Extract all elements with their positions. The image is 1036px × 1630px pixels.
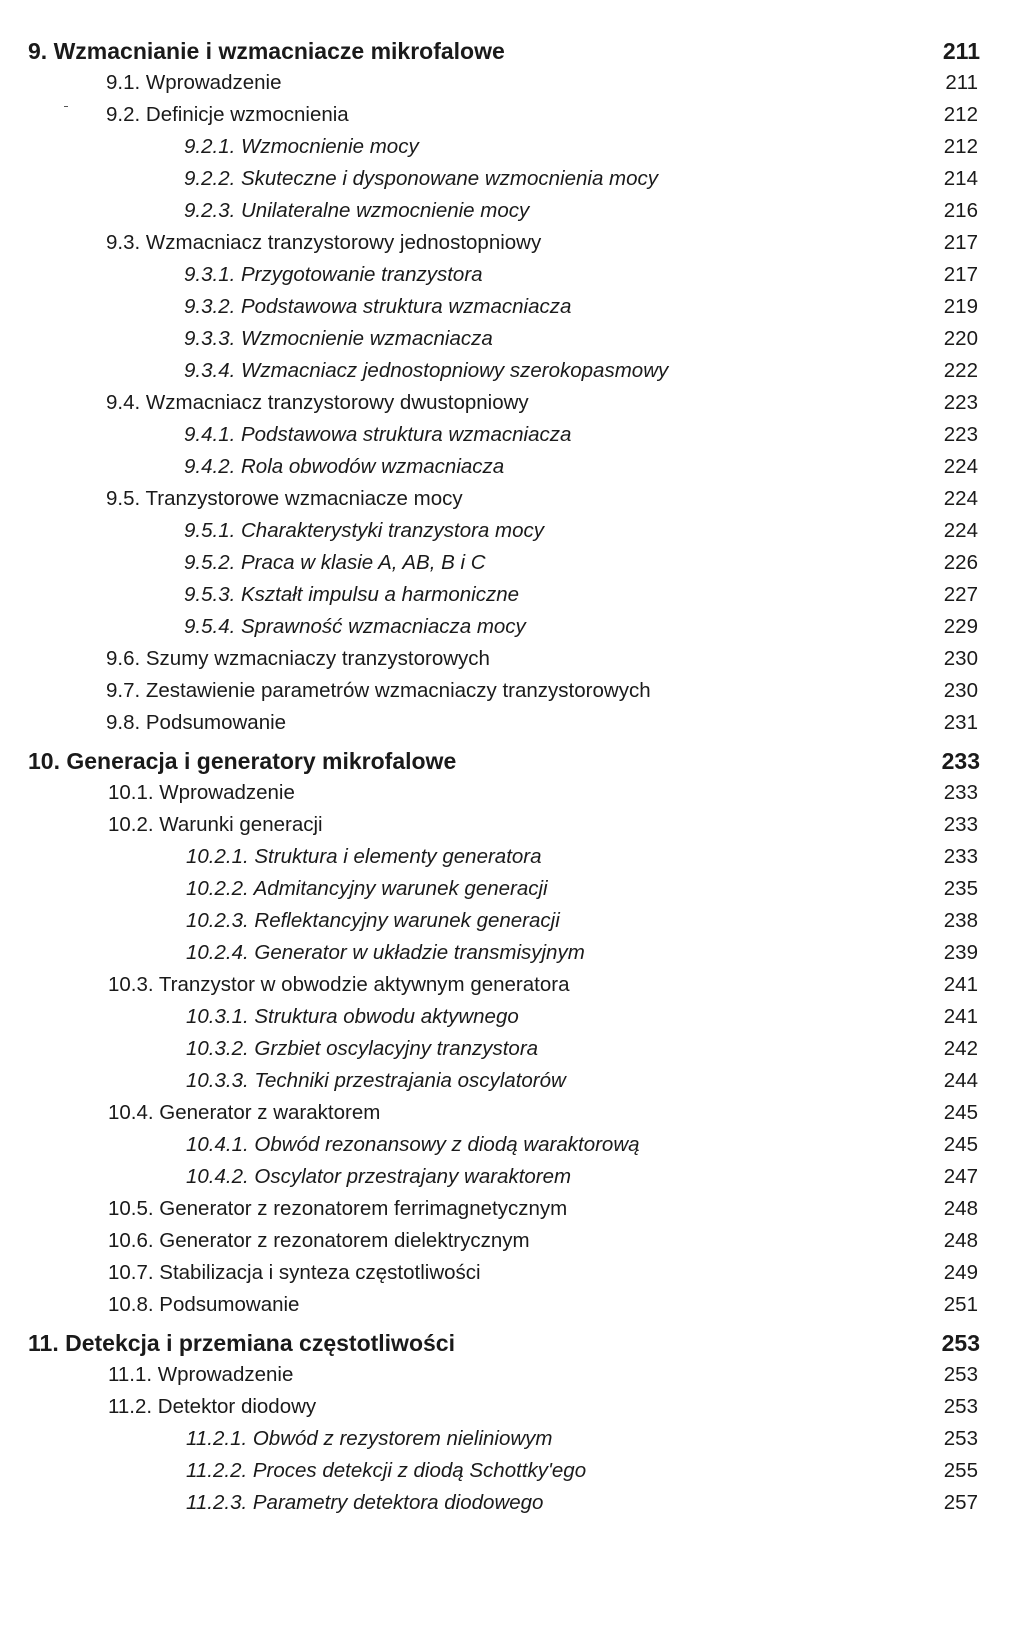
toc-entry-title: 11. Detekcja i przemiana częstotliwości <box>28 1329 455 1356</box>
toc-section-entry <box>0 675 1036 707</box>
toc-entry-title: 9.4. Wzmacniacz tranzystorowy dwustopniowy <box>106 391 529 414</box>
toc-page-number: 211 <box>945 71 978 94</box>
toc-subsection-entry <box>0 355 1036 387</box>
toc-subsection-entry <box>0 195 1036 227</box>
toc-page-number: 227 <box>943 583 978 606</box>
toc-page-number: 245 <box>943 1133 978 1156</box>
toc-page-number: 212 <box>943 135 978 158</box>
toc-section-entry <box>0 1225 1036 1257</box>
toc-entry-title: 9.5.1. Charakterystyki tranzystora mocy <box>184 519 545 542</box>
toc-subsection-entry <box>0 611 1036 643</box>
toc-entry-title: 9.3.4. Wzmacniacz jednostopniowy szerokopasmowy <box>184 359 669 382</box>
toc-page-number: 255 <box>943 1459 978 1482</box>
toc-page-number: 222 <box>943 359 978 382</box>
toc-chapter-entry <box>0 1325 1036 1361</box>
toc-entry-title: 9.7. Zestawienie parametrów wzmacniaczy tranzystorowych <box>106 679 651 702</box>
toc-entry-title: 10.3.3. Techniki przestrajania oscylatorów <box>186 1069 566 1092</box>
toc-entry-title: 10.3. Tranzystor w obwodzie aktywnym generatora <box>108 973 570 996</box>
toc-section-entry <box>0 67 1036 99</box>
toc-page-number: 224 <box>943 519 978 542</box>
toc-subsection-entry <box>0 579 1036 611</box>
toc-entry-title: 10.7. Stabilizacja i synteza częstotliwości <box>108 1261 481 1284</box>
toc-section-entry <box>0 1391 1036 1423</box>
toc-section-entry <box>0 707 1036 739</box>
toc-page-number: 245 <box>943 1101 978 1124</box>
toc-subsection-entry <box>0 841 1036 873</box>
toc-entry-title: 10.3.1. Struktura obwodu aktywnego <box>186 1005 519 1028</box>
toc-page-number: 233 <box>943 845 978 868</box>
toc-page-number: 241 <box>943 1005 978 1028</box>
toc-subsection-entry <box>0 163 1036 195</box>
toc-page-number: 251 <box>943 1293 978 1316</box>
toc-page-number: 229 <box>943 615 978 638</box>
toc-page-number: 242 <box>943 1037 978 1060</box>
toc-page-number: 214 <box>943 167 978 190</box>
toc-page-number: 223 <box>943 423 978 446</box>
toc-section-entry <box>0 969 1036 1001</box>
toc-entry-title: 9.8. Podsumowanie <box>106 711 287 734</box>
toc-subsection-entry <box>0 291 1036 323</box>
toc-entry-title: 9.2.2. Skuteczne i dysponowane wzmocnienia mocy <box>184 167 659 190</box>
toc-subsection-entry <box>0 1033 1036 1065</box>
toc-section-entry <box>0 387 1036 419</box>
toc-page-number: 211 <box>942 37 980 64</box>
toc-entry-title: 9.3.1. Przygotowanie tranzystora <box>184 263 483 286</box>
toc-page-number: 223 <box>943 391 978 414</box>
toc-page-number: 226 <box>943 551 978 574</box>
toc-subsection-entry <box>0 323 1036 355</box>
toc-entry-title: 10.2. Warunki generacji <box>108 813 323 836</box>
toc-chapter-entry <box>0 33 1036 69</box>
toc-entry-title: 11.2.2. Proces detekcji z diodą Schottky'ego <box>186 1459 587 1482</box>
toc-page-number: 253 <box>941 1329 980 1356</box>
toc-entry-title: 9.1. Wprowadzenie <box>106 71 282 94</box>
toc-entry-title: 10.4. Generator z waraktorem <box>108 1101 381 1124</box>
toc-section-entry <box>0 777 1036 809</box>
toc-page-number: 239 <box>943 941 978 964</box>
toc-page-number: 212 <box>943 103 978 126</box>
toc-section-entry <box>0 1097 1036 1129</box>
toc-page-number: 217 <box>943 263 978 286</box>
toc-entry-title: 10.4.2. Oscylator przestrajany waraktorem <box>186 1165 572 1188</box>
toc-entry-title: 9.6. Szumy wzmacniaczy tranzystorowych <box>106 647 490 670</box>
toc-section-entry <box>0 227 1036 259</box>
toc-entry-title: 10.6. Generator z rezonatorem dielektrycznym <box>108 1229 530 1252</box>
toc-subsection-entry <box>0 1129 1036 1161</box>
toc-page-number: 253 <box>943 1363 978 1386</box>
toc-entry-title: 9. Wzmacnianie i wzmacniacze mikrofalowe <box>28 37 505 64</box>
toc-entry-title: 10.2.3. Reflektancyjny warunek generacji <box>186 909 560 932</box>
toc-chapter-entry <box>0 743 1036 779</box>
toc-entry-title: 9.2.1. Wzmocnienie mocy <box>184 135 419 158</box>
toc-page-number: 247 <box>943 1165 978 1188</box>
toc-page-number: 253 <box>943 1395 978 1418</box>
toc-entry-title: 10.2.2. Admitancyjny warunek generacji <box>186 877 548 900</box>
toc-subsection-entry <box>0 1455 1036 1487</box>
toc-entry-title: 9.4.2. Rola obwodów wzmacniacza <box>184 455 505 478</box>
toc-entry-title: 9.4.1. Podstawowa struktura wzmacniacza <box>184 423 572 446</box>
toc-page-number: 220 <box>943 327 978 350</box>
toc-page-number: 233 <box>941 747 980 774</box>
toc-entry-title: 9.3. Wzmacniacz tranzystorowy jednostopniowy <box>106 231 542 254</box>
toc-section-entry <box>0 809 1036 841</box>
toc-section-entry <box>0 1359 1036 1391</box>
toc-page-number: 230 <box>943 679 978 702</box>
toc-page-number: 244 <box>943 1069 978 1092</box>
toc-subsection-entry <box>0 451 1036 483</box>
toc-entry-title: 9.5.2. Praca w klasie A, AB, B i C <box>184 551 486 574</box>
toc-entry-title: 11.2. Detektor diodowy <box>108 1395 317 1418</box>
toc-entry-title: 9.5. Tranzystorowe wzmacniacze mocy <box>106 487 463 510</box>
toc-page-number: 238 <box>943 909 978 932</box>
toc-entry-title: 10.8. Podsumowanie <box>108 1293 300 1316</box>
toc-entry-title: 10.2.1. Struktura i elementy generatora <box>186 845 542 868</box>
toc-subsection-entry <box>0 937 1036 969</box>
scan-speck <box>64 106 68 107</box>
toc-entry-title: 10.2.4. Generator w układzie transmisyjnym <box>186 941 585 964</box>
toc-entry-title: 10. Generacja i generatory mikrofalowe <box>28 747 457 774</box>
toc-subsection-entry <box>0 131 1036 163</box>
toc-page-number: 219 <box>943 295 978 318</box>
toc-entry-title: 10.1. Wprowadzenie <box>108 781 295 804</box>
toc-entry-title: 9.5.3. Kształt impulsu a harmoniczne <box>184 583 519 606</box>
toc-subsection-entry <box>0 547 1036 579</box>
toc-page-number: 241 <box>943 973 978 996</box>
toc-page-number: 253 <box>943 1427 978 1450</box>
toc-subsection-entry <box>0 419 1036 451</box>
toc-page-number: 231 <box>943 711 978 734</box>
toc-page-number: 224 <box>943 455 978 478</box>
toc-section-entry <box>0 1193 1036 1225</box>
toc-section-entry <box>0 1289 1036 1321</box>
toc-entry-title: 11.2.3. Parametry detektora diodowego <box>186 1491 544 1514</box>
toc-subsection-entry <box>0 515 1036 547</box>
toc-subsection-entry <box>0 1161 1036 1193</box>
toc-entry-title: 11.2.1. Obwód z rezystorem nieliniowym <box>186 1427 553 1450</box>
toc-entry-title: 10.4.1. Obwód rezonansowy z diodą waraktorową <box>186 1133 640 1156</box>
toc-subsection-entry <box>0 1423 1036 1455</box>
toc-section-entry <box>0 1257 1036 1289</box>
toc-entry-title: 9.5.4. Sprawność wzmacniacza mocy <box>184 615 526 638</box>
toc-page-number: 224 <box>943 487 978 510</box>
toc-page-number: 217 <box>943 231 978 254</box>
toc-subsection-entry <box>0 259 1036 291</box>
toc-page-number: 235 <box>943 877 978 900</box>
toc-entry-title: 10.5. Generator z rezonatorem ferrimagnetycznym <box>108 1197 568 1220</box>
toc-section-entry <box>0 643 1036 675</box>
toc-page-number: 230 <box>943 647 978 670</box>
toc-page-number: 249 <box>943 1261 978 1284</box>
toc-subsection-entry <box>0 1001 1036 1033</box>
toc-entry-title: 9.2. Definicje wzmocnienia <box>106 103 349 126</box>
toc-entry-title: 11.1. Wprowadzenie <box>108 1363 294 1386</box>
toc-entry-title: 9.3.3. Wzmocnienie wzmacniacza <box>184 327 493 350</box>
toc-page-number: 216 <box>943 199 978 222</box>
toc-page-number: 233 <box>943 781 978 804</box>
toc-subsection-entry <box>0 1487 1036 1519</box>
toc-entry-title: 9.3.2. Podstawowa struktura wzmacniacza <box>184 295 572 318</box>
toc-entry-title: 9.2.3. Unilateralne wzmocnienie mocy <box>184 199 530 222</box>
toc-section-entry <box>0 483 1036 515</box>
toc-entry-title: 10.3.2. Grzbiet oscylacyjny tranzystora <box>186 1037 539 1060</box>
toc-subsection-entry <box>0 1065 1036 1097</box>
toc-page-number: 248 <box>943 1229 978 1252</box>
toc-page-number: 257 <box>943 1491 978 1514</box>
toc-page-number: 248 <box>943 1197 978 1220</box>
toc-subsection-entry <box>0 873 1036 905</box>
toc-subsection-entry <box>0 905 1036 937</box>
toc-page-number: 233 <box>943 813 978 836</box>
toc-section-entry <box>0 99 1036 131</box>
